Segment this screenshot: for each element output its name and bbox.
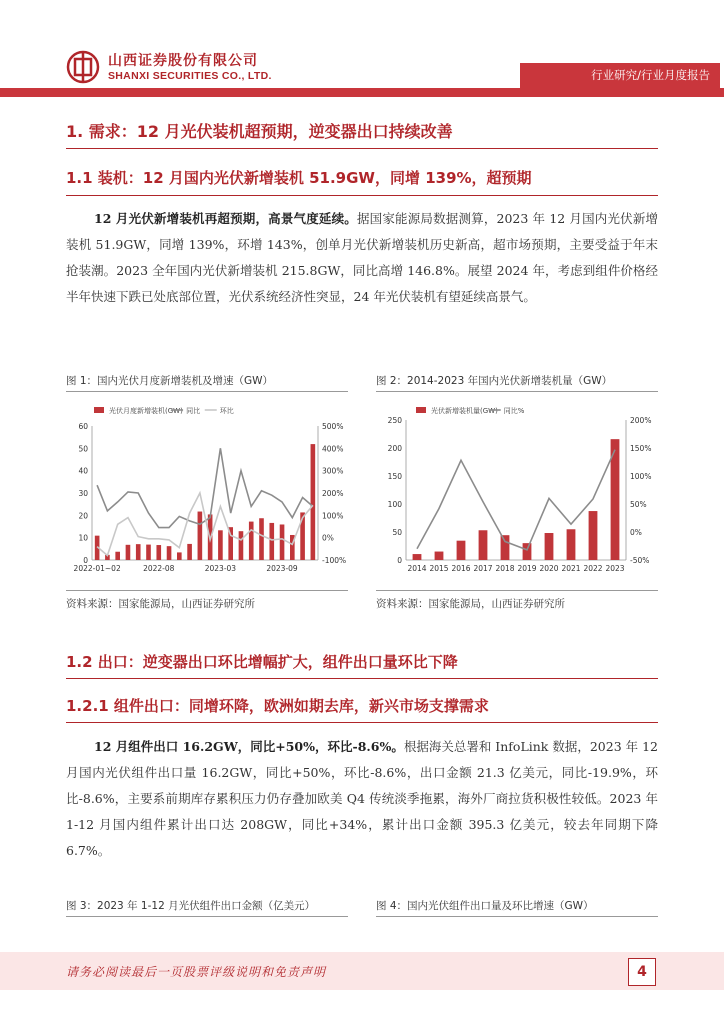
y-left-tick-label: 60 [78,422,88,431]
bar-2019 [523,543,532,560]
y-left-tick-label: 100 [387,500,402,509]
x-tick-label: 2017 [473,564,493,573]
y-right-tick-label: 200% [322,489,344,498]
figure-rule [66,916,348,917]
y-right-tick-label: -100% [322,556,347,565]
bar-2023-12 [311,444,316,560]
bar-2023-05 [239,531,244,560]
y-right-tick-label: 0% [630,528,642,537]
bar-2021 [567,529,576,560]
x-tick-label: 2019 [517,564,537,573]
report-type-tag: 行业研究/行业月度报告 [520,63,720,88]
line-series-同比% [417,450,615,550]
x-tick-label: 2015 [429,564,449,573]
bar-2022-04 [115,552,120,560]
y-right-tick-label: 100% [630,472,652,481]
legend-swatch-bar [94,407,104,413]
y-left-tick-label: 10 [78,533,88,543]
figure-2-source: 资料来源：国家能源局，山西证券研究所 [376,598,565,610]
bar-2022-11 [187,544,192,560]
bar-2023-08 [269,523,274,560]
company-name-cn: 山西证券股份有限公司 [108,53,258,69]
section-1-1-paragraph [66,206,658,310]
section-1-title: 1. 需求：12 月光伏装机超预期，逆变器出口持续改善 [66,122,453,141]
y-left-tick-label: 40 [78,466,88,476]
bar-2022-09 [167,546,172,560]
y-right-tick-label: 100% [322,511,344,521]
bar-2017 [479,530,488,560]
bar-2022-12 [198,512,203,560]
header-bar [0,88,724,97]
figure-rule [376,391,658,392]
figure-rule [376,916,658,917]
section-1-2-1-title: 1.2.1 组件出口：同增环降，欧洲如期去库，新兴市场支撑需求 [66,697,489,715]
figure-1-title: 图 1：国内光伏月度新增装机及增速（GW） [66,375,274,387]
bar-2016 [457,541,466,560]
legend-swatch-bar [416,407,426,413]
y-left-tick-label: 0 [83,556,88,565]
section-rule [66,195,658,196]
footer-disclaimer[interactable]: 请务必阅读最后一页股票评级说明和免责声明 [66,965,327,979]
x-tick-label: 2014 [407,564,427,573]
bar-2022 [589,511,598,560]
bar-2022-08 [156,545,161,560]
bar-2023-03 [218,530,223,560]
paragraph-lead: 12 月光伏新增装机再超预期，高景气度延续。 [94,211,357,226]
y-right-tick-label: 300% [322,466,344,476]
figure-3-title: 图 3：2023 年 1-12 月光伏组件出口金额（亿美元） [66,900,316,912]
section-rule [66,148,658,149]
y-right-tick-label: 150% [630,444,652,453]
bar-2022-06 [136,544,141,560]
x-tick-label: 2022-08 [143,564,175,573]
y-left-tick-label: 250 [387,416,402,425]
y-right-tick-label: 0% [322,533,334,543]
x-tick-label: 2023-03 [204,564,237,573]
bar-2023-06 [249,522,254,560]
y-right-tick-label: 400% [322,444,344,454]
x-tick-label: 2023-09 [266,564,298,573]
legend-label: 同比 [186,407,201,415]
x-tick-label: 2022 [583,564,603,573]
x-tick-label: 2016 [451,564,471,573]
y-left-tick-label: 50 [78,444,88,454]
y-right-tick-label: 50% [630,500,647,509]
section-1-2-title: 1.2 出口：逆变器出口环比增幅扩大，组件出口量环比下降 [66,653,458,671]
section-1-2-1-paragraph [66,734,658,864]
legend-label: 环比 [219,407,234,415]
company-name-en: SHANXI SECURITIES CO., LTD. [108,70,272,82]
x-tick-label: 2018 [495,564,515,573]
page-number: 4 [628,958,656,986]
bar-2018 [501,535,510,560]
bar-2022-10 [177,552,182,560]
y-left-tick-label: 0 [397,556,402,565]
figure-4-title: 图 4：国内光伏组件出口量及环比增速（GW） [376,900,594,912]
y-right-tick-label: 200% [630,416,652,425]
figure-rule [376,590,658,591]
paragraph-lead: 12 月组件出口 16.2GW，同比+50%，环比-8.6%。 [94,739,404,754]
chart-monthly-installation [66,398,348,588]
bar-2023-07 [259,518,264,560]
y-left-tick-label: 200 [387,444,402,453]
y-left-tick-label: 30 [78,489,88,498]
bar-2022-05 [126,545,131,560]
figure-2-title: 图 2：2014-2023 年国内光伏新增装机量（GW） [376,375,613,387]
bar-2023-09 [280,524,285,560]
y-right-tick-label: -50% [630,556,650,565]
y-left-tick-label: 20 [78,511,88,521]
x-tick-label: 2022-01~02 [73,564,121,573]
bar-2014 [413,554,422,560]
y-right-tick-label: 500% [322,422,344,431]
paragraph-body: 根据海关总署和 InfoLink 数据，2023 年 12 月国内光伏组件出口量 16.2GW，同比+50%，环比-8.6%，出口金额 21.3 亿美元，同比-19.9%，环比-8.6%，主要系前期库存累积压力仍存叠加欧美 Q4 传统淡季拖累，海外厂商拉货积极性较低。2023 年 1-12 月国内组件累计出口达 208GW，同比+34%，累计出口金额 395.3 亿美元，较去年同期下降 6.7%。 [66,739,659,858]
section-1-1-title: 1.1 装机：12 月国内光伏新增装机 51.9GW，同增 139%，超预期 [66,169,532,187]
paragraph-body: 据国家能源局数据测算，2023 年 12 月国内光伏新增装机 51.9GW，同增 139%，环增 143%，创单月光伏新增装机历史新高，超市场预期，主要受益于年末抢装潮。2023 全年国内光伏新增装机 215.8GW，同比高增 146.8%。展望 2024 年，考虑到组件价格经半年快速下跌已处底部位置，光伏系统经济性突显，24 年光伏装机有望延续高景气。 [66,211,659,304]
bar-2022-07 [146,545,151,560]
x-tick-label: 2020 [539,564,559,573]
legend-label: 光伏月度新增装机(GW) [109,407,183,415]
bar-2015 [435,552,444,560]
figure-rule [66,590,348,591]
x-tick-label: 2023 [605,564,625,573]
x-tick-label: 2021 [561,564,581,573]
y-left-tick-label: 150 [387,472,402,481]
company-logo-icon [66,50,100,84]
y-left-tick-label: 50 [392,528,402,537]
legend-label: 光伏新增装机量(GW) [431,407,498,415]
figure-rule [66,391,348,392]
bar-2020 [545,533,554,560]
figure-1-source: 资料来源：国家能源局，山西证券研究所 [66,598,255,610]
section-rule [66,722,658,723]
legend-label: 同比% [503,407,525,415]
chart-annual-installation [376,398,658,588]
section-rule [66,678,658,679]
